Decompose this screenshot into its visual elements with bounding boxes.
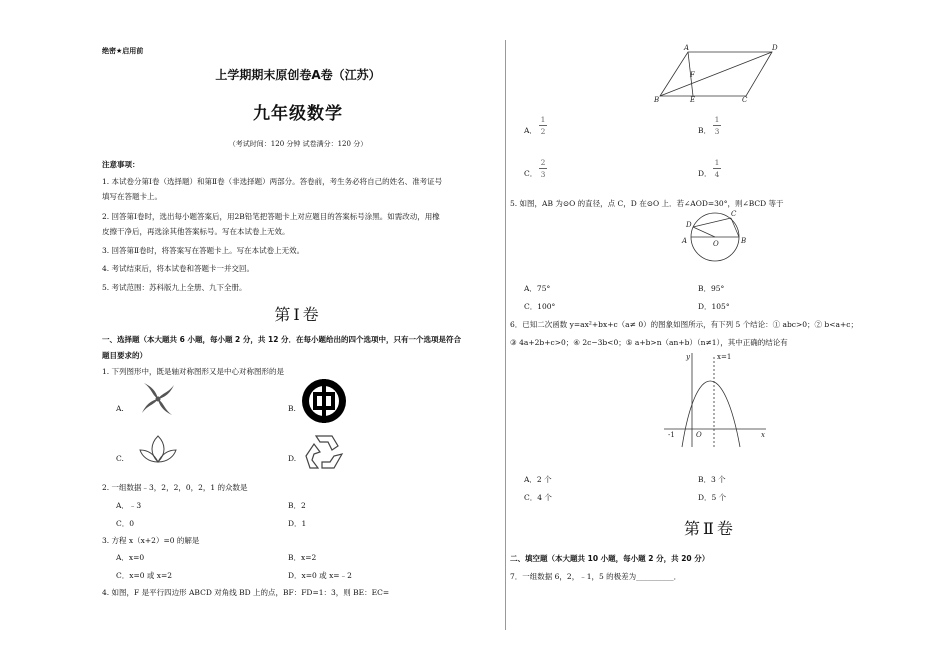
question-1-stem: 1. 下列图形中，既是轴对称图形又是中心对称图形的是 [102, 367, 285, 376]
q4-option-b-fraction [713, 115, 721, 136]
note-line: 3. 回答第Ⅱ卷时，将答案写在答题卡上。写在本试卷上无效。 [102, 246, 305, 255]
q2-option-d: D．1 [288, 519, 307, 528]
q4-option-d-fraction [713, 158, 721, 179]
section-1-heading-cont: 题目要求的） [102, 351, 147, 360]
numerator: 1 [540, 115, 546, 124]
q6-option-a: A．2 个 [524, 475, 552, 484]
label-o: O [713, 240, 719, 248]
q4-option-b-label: B． [698, 126, 712, 135]
note-line: 5. 考试范围：苏科版九上全册、九下全册。 [102, 283, 247, 292]
label-d: D [686, 221, 692, 229]
q3-option-d: D．x=0 或 x=﹣2 [288, 571, 352, 580]
label-a: A [684, 44, 690, 52]
question-6-stem: 6．已知二次函数 y=ax²+bx+c（a≠ 0）的图象如图所示，有下列 5 个结论：① abc>0；② b<a+c； [510, 320, 858, 329]
denominator: 2 [540, 127, 546, 136]
q3-option-a: A．x=0 [116, 553, 145, 562]
q2-option-c: C．0 [116, 519, 135, 528]
numerator: 2 [540, 158, 546, 167]
note-line: 2. 回答第Ⅰ卷时，选出每小题答案后，用2B铅笔把答题卡上对应题目的答案标号涂黑。如需改动，用橡 [102, 212, 440, 221]
q5-option-a: A．75° [524, 284, 551, 293]
question-6-stem-cont: ③ 4a+2b+c>0；④ 2c−3b<0；⑤ a+b>n（an+b）（n≠1），其中正确的结论有 [510, 338, 788, 347]
q5-option-c: C．100° [524, 302, 556, 311]
exam-title: 上学期期末原创卷A卷（江苏） [215, 68, 381, 82]
label-axis: x=1 [717, 353, 732, 361]
label-e: E [690, 96, 696, 104]
numerator: 1 [714, 115, 720, 124]
section-1-heading: 一、选择题（本大题共 6 小题，每小题 2 分，共 12 分．在每小题给出的四个选项中，只有一个选项是符合 [102, 335, 462, 344]
recycle-figure [302, 432, 346, 474]
label-x: x [761, 431, 765, 439]
section-2-heading: 二、填空题（本大题共 10 小题，每小题 2 分，共 20 分） [510, 554, 710, 563]
q1-option-c-label: C. [116, 454, 124, 463]
q5-option-b: B．95° [698, 284, 725, 293]
q2-option-a: A．﹣3 [116, 501, 142, 510]
secret-label: 绝密★启用前 [102, 47, 144, 55]
exam-info: （考试时间：120 分钟 试卷满分：120 分） [228, 140, 368, 148]
circle-figure [675, 210, 755, 266]
label-o: O [696, 431, 702, 439]
q1-option-b-label: B. [288, 404, 296, 413]
label-c: C [742, 96, 748, 104]
q3-option-c: C．x=0 或 x=2 [116, 571, 173, 580]
q5-option-d: D．105° [698, 302, 730, 311]
subject-title: 九年级数学 [253, 104, 343, 124]
denominator: 4 [714, 170, 720, 179]
label-y: y [686, 353, 690, 361]
note-line: 填写在答题卡上。 [102, 192, 162, 201]
q4-option-a-label: A． [524, 126, 537, 135]
q3-option-b: B．x=2 [288, 553, 317, 562]
parabola-figure [660, 349, 770, 451]
q6-option-c: C．4 个 [524, 493, 552, 502]
label-c: C [731, 210, 737, 218]
note-line: 1. 本试卷分第Ⅰ卷（选择题）和第Ⅱ卷（非选择题）两部分。答卷前，考生务必将自己的姓名、准考证号 [102, 177, 443, 186]
label-f: F [690, 71, 695, 79]
q4-option-c-label: C． [524, 169, 538, 178]
label-b: B [654, 96, 660, 104]
q4-option-c-fraction [539, 158, 547, 179]
volume-1-title: 第Ⅰ卷 [274, 305, 322, 324]
q2-option-b: B．2 [288, 501, 306, 510]
q4-option-a-fraction [539, 115, 547, 136]
lotus-figure [138, 432, 178, 470]
note-line: 4. 考试结束后，将本试卷和答题卡一并交回。 [102, 264, 255, 273]
notes-title: 注意事项： [102, 160, 140, 169]
q6-option-b: B．3 个 [698, 475, 726, 484]
label-neg1: -1 [668, 431, 675, 439]
pinwheel-figure [138, 379, 178, 421]
q4-option-d-label: D． [698, 169, 712, 178]
parallelogram-figure [650, 44, 790, 106]
numerator: 1 [714, 158, 720, 167]
question-2-stem: 2. 一组数据﹣3，2，2，0，2，1 的众数是 [102, 483, 248, 492]
denominator: 3 [714, 127, 720, 136]
question-4-stem: 4. 如图，F 是平行四边形 ABCD 对角线 BD 上的点，BF：FD=1：3，则 BE：EC= [102, 588, 390, 597]
coin-logo-figure [300, 377, 348, 427]
q1-option-a-label: A. [116, 404, 124, 413]
note-line: 皮擦干净后，再选涂其他答案标号。写在本试卷上无效。 [102, 227, 290, 236]
denominator: 3 [540, 170, 546, 179]
label-a: A [682, 237, 688, 245]
column-divider [505, 40, 506, 630]
question-7-stem: 7．一组数据 6，2，﹣1，5 的极差为__________． [510, 572, 682, 581]
label-b: B [741, 237, 747, 245]
volume-2-title: 第Ⅱ卷 [684, 519, 736, 538]
question-3-stem: 3. 方程 x（x+2）=0 的解是 [102, 536, 200, 545]
q1-option-d-label: D. [288, 454, 297, 463]
q6-option-d: D．5 个 [698, 493, 727, 502]
label-d: D [772, 44, 778, 52]
question-5-stem: 5. 如图，AB 为⊙O 的直径，点 C，D 在⊙O 上．若∠AOD=30°，则∠BCD 等于 [510, 199, 784, 208]
